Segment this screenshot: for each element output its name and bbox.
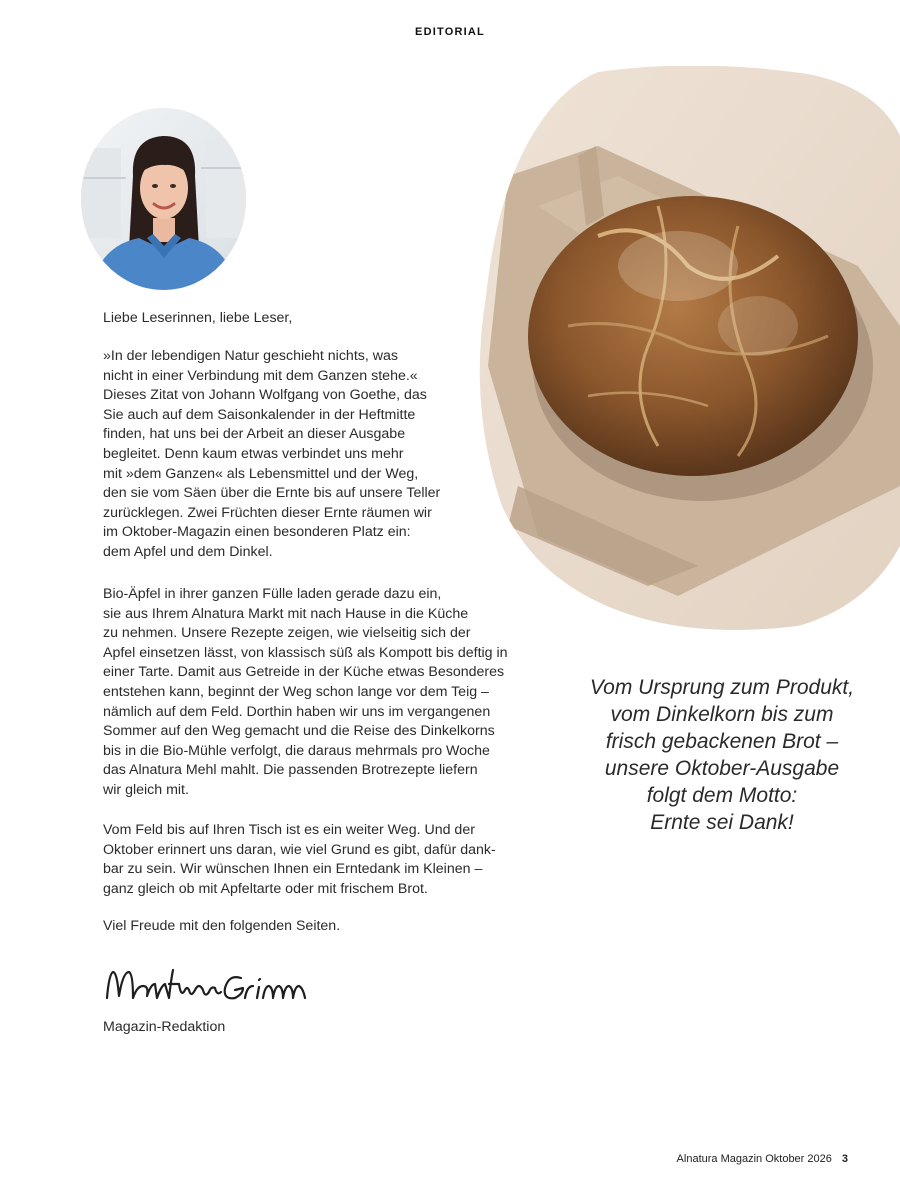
page-number: 3 (841, 1153, 848, 1165)
signature-graphic (103, 960, 313, 1010)
author-photo (81, 108, 246, 290)
author-portrait (81, 108, 246, 290)
signature (103, 960, 313, 1010)
page-footer (677, 1153, 848, 1165)
footer-publication: Alnatura Magazin Oktober 2026 (676, 1153, 832, 1165)
bread-photo (478, 66, 900, 633)
body-paragraph-3: Vom Feld bis auf Ihren Tisch ist es ein weiter Weg. Und der Oktober erinnert uns daran, wie viel Grund es gibt, dafür dank- bar zu sein. Wir wünschen Ihnen ein Erntedank im Kleinen – ganz gleich ob mit Apfeltarte oder mit frischem Brot. (103, 822, 496, 897)
closing-line: Viel Freude mit den folgenden Seiten. (103, 918, 341, 934)
section-label: EDITORIAL (415, 26, 485, 38)
body-paragraph-2: Bio-Äpfel in ihrer ganzen Fülle laden gerade dazu ein, sie aus Ihrem Alnatura Markt mit nach Hause in die Küche zu nehmen. Unsere Rezepte zeigen, wie vielseitig sich der Apfel einsetzen lässt, von klassisch süß als Kompott bis deftig in einer Tarte. Damit aus Getreide in der Küche etwas Besonderes entstehen kann, beginnt der Weg schon lange vor dem Teig – nämlich auf dem Feld. Dorthin haben wir uns im vergangenen Sommer auf den Weg gemacht und die Reise des Dinkelkorns bis in die Bio-Mühle verfolgt, die daraus mehrmals pro Woche das Alnatura Mehl mahlt. Die passenden Brotrezepte liefern wir gleich mit. (103, 586, 508, 798)
pull-quote: Vom Ursprung zum Produkt, vom Dinkelkorn bis zum frisch gebackenen Brot – unsere Oktober-Ausgabe folgt dem Motto: Ernte sei Dank! (589, 676, 855, 834)
bread-image (478, 66, 900, 633)
salutation: Liebe Leserinnen, liebe Leser, (103, 310, 293, 326)
signature-role: Magazin-Redaktion (103, 1019, 226, 1035)
body-paragraph-1: »In der lebendigen Natur geschieht nichts, was nicht in einer Verbindung mit dem Ganzen stehe.« Dieses Zitat von Johann Wolfgang von Goethe, das Sie auch auf dem Saisonkalender in der Heftmitte finden, hat uns bei der Arbeit an dieser Ausgabe begleitet. Denn kaum etwas verbindet uns mehr mit »dem Ganzen« als Lebensmittel und der Weg, den sie vom Säen über die Ernte bis auf unsere Teller zurücklegen. Zwei Früchten dieser Ernte räumen wir im Oktober-Magazin einen besonderen Platz ein: dem Apfel und dem Dinkel. (103, 348, 441, 560)
